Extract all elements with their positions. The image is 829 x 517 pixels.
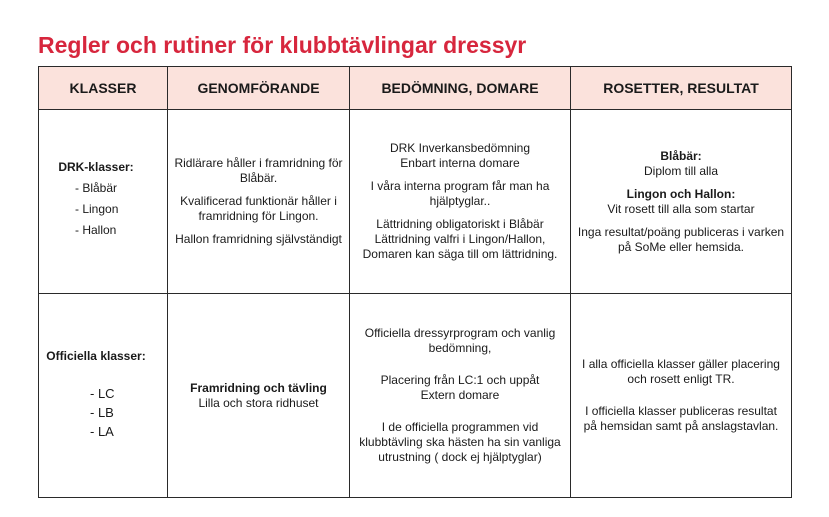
- header-bedomning: BEDÖMNING, DOMARE: [350, 67, 571, 110]
- paragraph: I alla officiella klasser gäller placering och rosett enligt TR.: [582, 357, 780, 386]
- paragraph: Lilla och stora ridhuset: [198, 395, 319, 410]
- class-heading: Officiella klasser:: [46, 348, 146, 363]
- cell-bedomning-officiella: [350, 294, 571, 498]
- list-item: - LB: [90, 404, 114, 420]
- paragraph: Placering från LC:1 och uppåt: [380, 373, 540, 387]
- paragraph: Officiella dressyrprogram och vanlig bedömning,: [364, 326, 556, 355]
- page-title: Regler och rutiner för klubbtävlingar dressyr: [38, 32, 527, 58]
- paragraph: DRK Inverkansbedömning: [389, 141, 531, 155]
- paragraph: Enbart interna domare: [400, 156, 520, 170]
- cell-klasser-drk: [39, 110, 168, 294]
- list-item: - Blåbär: [75, 180, 118, 195]
- cell-rosetter-officiella: [571, 294, 792, 498]
- subheading: Lingon och Hallon:: [626, 186, 736, 201]
- paragraph: Kvalificerad funktionär håller i framridning för Lingon.: [180, 194, 337, 223]
- subheading: Blåbär:: [660, 148, 702, 163]
- list-item: - Lingon: [75, 201, 119, 216]
- header-row: [39, 67, 792, 110]
- paragraph: Ridlärare håller i framridning för Blåbär.: [174, 156, 343, 185]
- paragraph: Diplom till alla: [643, 163, 719, 178]
- header-genomforande: GENOMFÖRANDE: [168, 67, 350, 110]
- list-item: - Hallon: [75, 222, 117, 237]
- paragraph: Extern domare: [420, 388, 500, 402]
- table-row-officiella: [39, 294, 792, 498]
- paragraph: I våra interna program får man ha hjälptyglar..: [370, 179, 550, 208]
- paragraph: Lättridning obligatoriskt i Blåbär Lättridning valfri i Lingon/Hallon, Domaren kan säga till om lättridning.: [362, 217, 558, 261]
- rules-table: [38, 66, 792, 498]
- paragraph: I officiella klasser publiceras resultat på hemsidan samt på anslagstavlan.: [583, 404, 779, 433]
- header-klasser: KLASSER: [39, 67, 168, 110]
- class-list: [45, 386, 161, 439]
- class-heading: DRK-klasser:: [58, 159, 134, 174]
- paragraph: I de officiella programmen vid klubbtävling ska hästen ha sin vanliga utrustning ( dock ej hjälptyglar): [359, 420, 561, 464]
- table-row-drk: [39, 110, 792, 294]
- paragraph: Vit rosett till alla som startar: [607, 201, 755, 216]
- cell-genomforande-drk: [168, 110, 350, 294]
- paragraph: Inga resultat/poäng publiceras i varken på SoMe eller hemsida.: [577, 224, 785, 254]
- cell-rosetter-drk: [571, 110, 792, 294]
- subheading: Framridning och tävling: [190, 380, 327, 395]
- class-list: [45, 181, 161, 238]
- list-item: - LC: [90, 385, 115, 401]
- cell-bedomning-drk: [350, 110, 571, 294]
- cell-genomforande-officiella: [168, 294, 350, 498]
- paragraph: Hallon framridning självständigt: [175, 232, 342, 246]
- cell-klasser-officiella: [39, 294, 168, 498]
- header-rosetter: ROSETTER, RESULTAT: [571, 67, 792, 110]
- list-item: - LA: [90, 423, 114, 439]
